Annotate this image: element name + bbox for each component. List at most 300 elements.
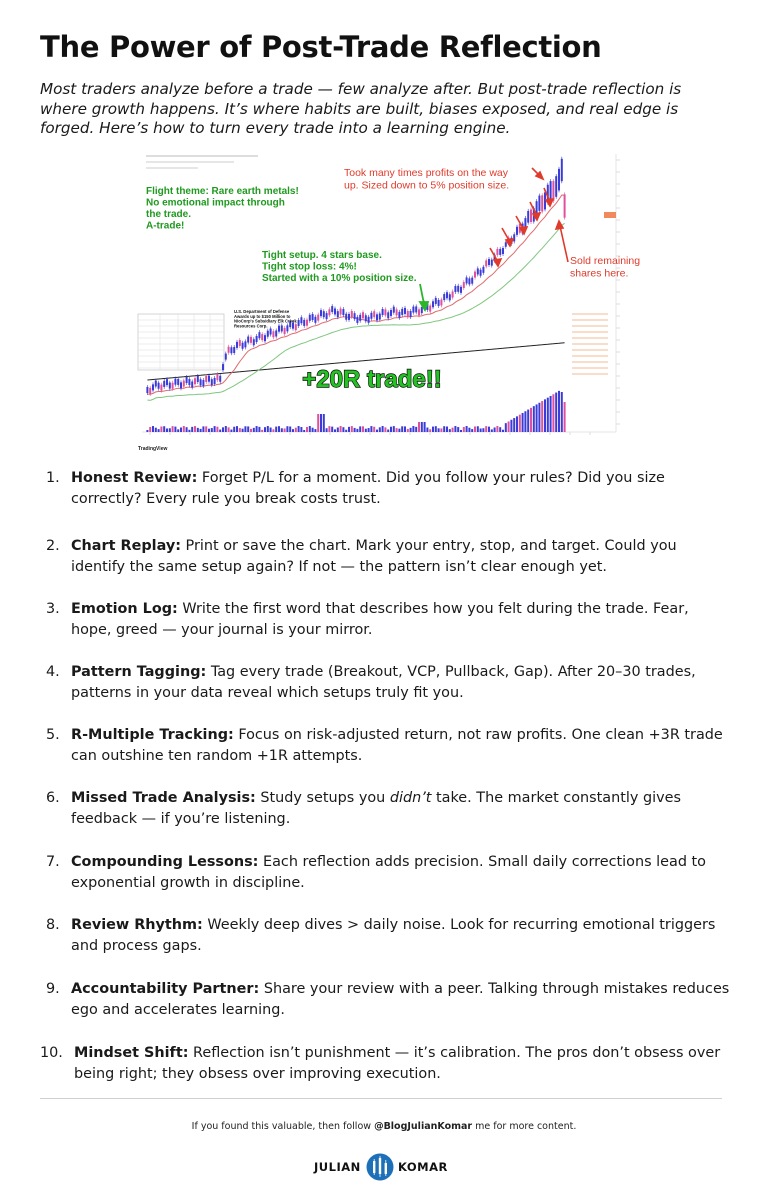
candle-body — [438, 300, 440, 306]
trade-chart-image — [138, 150, 641, 456]
volume-bar — [300, 427, 302, 432]
candle-body — [155, 381, 157, 387]
candle-body — [440, 299, 442, 305]
note-setup: Tight setup. 4 stars base. Tight stop loss: 4%! Started with a 10% position size. — [262, 250, 417, 284]
volume-bar — [183, 426, 185, 432]
volume-bar — [477, 426, 479, 432]
footer-text-after: me for more content. — [472, 1121, 577, 1132]
volume-bar — [561, 392, 563, 432]
candle-body — [351, 311, 353, 317]
footer-text-before: If you found this valuable, then follow — [191, 1121, 375, 1132]
candle-body — [180, 382, 182, 388]
candle-body — [382, 309, 384, 315]
candle-body — [253, 339, 255, 345]
list-item-number: 10. — [40, 1045, 63, 1061]
list-item-number: 9. — [46, 981, 60, 997]
candle-body — [384, 309, 386, 315]
candle-body — [146, 387, 148, 393]
volume-bar — [536, 404, 538, 432]
candle-body — [348, 314, 350, 320]
tradingview-watermark: TradingView — [138, 446, 168, 452]
volume-bar — [502, 430, 504, 432]
candle-body — [538, 196, 540, 211]
candle-body — [452, 292, 454, 298]
candle-body — [188, 379, 190, 385]
candle-body — [502, 248, 504, 254]
volume-bar — [242, 429, 244, 432]
candle-body — [558, 169, 560, 191]
candle-body — [236, 342, 238, 348]
candle-body — [163, 381, 165, 387]
volume-bar — [415, 427, 417, 432]
volume-bar — [202, 426, 204, 432]
candle-body — [200, 379, 202, 385]
volume-bar — [547, 398, 549, 432]
volume-bar — [457, 427, 459, 432]
candle-body — [320, 310, 322, 316]
list-item-label: Emotion Log: — [71, 601, 178, 617]
candle-body — [471, 278, 473, 284]
volume-bar — [499, 427, 501, 432]
candle-body — [222, 364, 224, 370]
volume-bar — [533, 406, 535, 432]
volume-bar — [522, 413, 524, 432]
volume-bar — [284, 428, 286, 432]
page-title: The Power of Post-Trade Reflection — [40, 30, 602, 64]
candle-body — [398, 312, 400, 318]
candle-body — [183, 381, 185, 387]
volume-bar — [166, 428, 168, 432]
candle-body — [379, 314, 381, 320]
volume-bar — [468, 428, 470, 432]
volume-bar — [421, 422, 423, 432]
candle-body — [468, 278, 470, 284]
volume-bar — [298, 426, 300, 432]
candle-body — [334, 308, 336, 314]
volume-bar — [345, 430, 347, 432]
volume-bar — [541, 401, 543, 432]
intro-paragraph: Most traders analyze before a trade — few analyze after. But post-trade reflection is where growth happens. It’s where habits are built, biases exposed, and real edge is forged. Here’s how to turn every trade into a learning engine. — [40, 80, 682, 137]
list-item-label: Pattern Tagging: — [71, 664, 207, 680]
volume-bar — [412, 426, 414, 432]
volume-bar — [160, 426, 162, 432]
list-item-number: 8. — [46, 917, 60, 933]
candle-body — [460, 287, 462, 293]
candle-body — [390, 310, 392, 316]
volume-bar — [334, 429, 336, 432]
volume-bar — [485, 426, 487, 432]
volume-bar — [306, 427, 308, 432]
candle-body — [418, 309, 420, 315]
volume-bar — [230, 430, 232, 432]
volume-bar — [191, 427, 193, 432]
brand-name-right: KOMAR — [398, 1160, 448, 1174]
volume-bar — [432, 427, 434, 432]
candle-body — [421, 307, 423, 313]
volume-bar — [494, 427, 496, 432]
candle-body — [216, 374, 218, 380]
volume-bar — [278, 426, 280, 432]
volume-bar — [295, 428, 297, 432]
brand-logo-icon — [366, 1153, 394, 1181]
volume-bar — [331, 427, 333, 432]
volume-bar — [286, 426, 288, 432]
volume-bar — [180, 428, 182, 432]
volume-bar — [488, 427, 490, 432]
volume-bar — [474, 426, 476, 432]
volume-bar — [524, 411, 526, 432]
volume-bar — [418, 422, 420, 432]
volume-bar — [233, 427, 235, 432]
volume-bar — [513, 418, 515, 432]
volume-bar — [256, 426, 258, 432]
list-item-text: R-Multiple Tracking: Focus on risk-adjusted return, not raw profits. One clean +3R trade can outshine ten random +1R attempts. — [71, 727, 723, 764]
volume-bar — [337, 427, 339, 432]
list-item-text: Chart Replay: Print or save the chart. Mark your entry, stop, and target. Could you identify the same setup again? If not — the pattern isn’t clear enough yet. — [71, 538, 677, 575]
volume-bar — [174, 427, 176, 432]
candle-body — [404, 308, 406, 314]
list-item-text: Accountability Partner: Share your review with a peer. Talking through mistakes reduces ego and accelerates learning. — [71, 981, 730, 1018]
list-item-number: 3. — [46, 601, 60, 617]
note-theme: Flight theme: Rare earth metals! No emotional impact through the trade. A-trade! — [146, 186, 299, 232]
candle-body — [258, 332, 260, 338]
candle-body — [412, 307, 414, 313]
candle-body — [158, 383, 160, 389]
volume-bar — [309, 426, 311, 432]
candle-body — [331, 306, 333, 312]
candle-body — [530, 209, 532, 222]
volume-bar — [387, 430, 389, 432]
volume-bar — [460, 430, 462, 432]
candle-body — [312, 314, 314, 320]
volume-bar — [188, 430, 190, 432]
volume-bar — [236, 426, 238, 432]
list-item-number: 7. — [46, 854, 60, 870]
volume-bar — [342, 427, 344, 432]
candle-body — [407, 311, 409, 317]
list-item-text: Review Rhythm: Weekly deep dives > daily noise. Look for recurring emotional triggers and process gaps. — [71, 917, 716, 954]
candle-body — [365, 315, 367, 321]
candle-body — [485, 260, 487, 266]
candle-body — [401, 309, 403, 315]
candle-body — [362, 312, 364, 318]
volume-bar — [510, 420, 512, 432]
candle-body — [152, 384, 154, 390]
volume-bar — [239, 428, 241, 432]
volume-bar — [359, 426, 361, 432]
candle-body — [191, 382, 193, 388]
candle-body — [561, 159, 563, 181]
candle-body — [323, 311, 325, 317]
volume-bar — [446, 427, 448, 432]
candle-body — [169, 383, 171, 389]
list-item-number: 5. — [46, 727, 60, 743]
volume-bar — [424, 422, 426, 432]
volume-bar — [519, 415, 521, 432]
volume-bar — [410, 428, 412, 432]
volume-bar — [250, 429, 252, 432]
candle-body — [205, 376, 207, 382]
candle-body — [541, 195, 543, 211]
volume-bar — [163, 426, 165, 432]
candle-body — [247, 337, 249, 343]
volume-bar — [253, 428, 255, 432]
candle-body — [317, 315, 319, 321]
volume-bar — [373, 427, 375, 432]
list-item-number: 6. — [46, 790, 60, 806]
volume-bar — [247, 426, 249, 432]
volume-bar — [340, 426, 342, 432]
candle-body — [435, 298, 437, 304]
volume-bar — [443, 426, 445, 432]
volume-bar — [496, 426, 498, 432]
candle-body — [303, 320, 305, 326]
candle-body — [284, 328, 286, 334]
candle-body — [306, 320, 308, 326]
candle-body — [496, 249, 498, 255]
candle-body — [239, 340, 241, 346]
candle-body — [480, 270, 482, 276]
candle-body — [373, 311, 375, 317]
price-chart — [138, 150, 641, 456]
candle-body — [499, 249, 501, 255]
candle-body — [564, 194, 566, 217]
volume-bar — [435, 426, 437, 432]
candle-body — [359, 315, 361, 321]
volume-bar — [270, 428, 272, 432]
candle-body — [505, 242, 507, 246]
volume-bar — [323, 414, 325, 432]
volume-bar — [200, 429, 202, 432]
list-item-label: Accountability Partner: — [71, 981, 260, 997]
volume-bar — [454, 426, 456, 432]
candle-body — [275, 330, 277, 336]
volume-bar — [449, 429, 451, 432]
candle-body — [368, 317, 370, 323]
volume-bar — [177, 429, 179, 432]
candle-body — [354, 313, 356, 319]
list-item-text: Emotion Log: Write the first word that describes how you felt during the trade. Fear, hope, greed — your journal is your mirror. — [71, 601, 689, 638]
note-sold: Sold remaining shares here. — [570, 255, 641, 280]
volume-bar — [396, 428, 398, 432]
volume-bar — [317, 414, 319, 432]
list-item-label: Honest Review: — [71, 470, 198, 486]
volume-bar — [205, 426, 207, 432]
volume-bar — [407, 429, 409, 432]
candle-body — [208, 376, 210, 382]
volume-bar — [228, 427, 230, 432]
volume-bar — [197, 428, 199, 432]
candle-body — [488, 259, 490, 265]
volume-bar — [149, 427, 151, 432]
candle-body — [197, 376, 199, 382]
candle-body — [172, 383, 174, 389]
volume-bar — [404, 426, 406, 432]
candle-body — [281, 325, 283, 331]
candle-body — [482, 267, 484, 273]
candle-body — [314, 317, 316, 323]
volume-bar — [558, 391, 560, 432]
list-item-text: Honest Review: Forget P/L for a moment. Did you follow your rules? Did you size correctly? Every rule you break costs trust. — [71, 470, 665, 507]
candle-body — [410, 311, 412, 317]
footer-cta — [0, 1121, 768, 1132]
volume-bar — [527, 410, 529, 432]
volume-bar — [438, 428, 440, 432]
candle-body — [457, 286, 459, 292]
list-item-number: 1. — [46, 470, 60, 486]
candle-body — [160, 385, 162, 391]
list-item-number: 4. — [46, 664, 60, 680]
volume-bar — [482, 428, 484, 432]
list-item-label: R-Multiple Tracking: — [71, 727, 234, 743]
candle-body — [278, 326, 280, 332]
candle-body — [429, 306, 431, 312]
volume-bar — [564, 402, 566, 432]
volume-bar — [152, 426, 154, 432]
footer-handle[interactable]: @BlogJulianKomar — [374, 1121, 473, 1132]
candle-body — [466, 277, 468, 283]
list-item-label: Missed Trade Analysis: — [71, 790, 256, 806]
volume-bar — [194, 426, 196, 432]
candle-body — [286, 325, 288, 331]
volume-bar — [505, 423, 507, 432]
list-item-label: Chart Replay: — [71, 538, 181, 554]
volume-bar — [384, 427, 386, 432]
volume-bar — [264, 427, 266, 432]
volume-bar — [376, 430, 378, 432]
volume-bar — [365, 429, 367, 432]
volume-bar — [314, 429, 316, 432]
volume-bar — [186, 427, 188, 432]
list-item-text: Pattern Tagging: Tag every trade (Breakout, VCP, Pullback, Gap). After 20–30 trades, patterns in your data reveal which setups truly fit you. — [71, 664, 696, 701]
candle-body — [491, 260, 493, 266]
volume-bar — [398, 429, 400, 432]
candle-body — [550, 181, 552, 200]
volume-bar — [544, 399, 546, 432]
volume-bar — [390, 427, 392, 432]
candle-body — [194, 378, 196, 384]
volume-bar — [275, 427, 277, 432]
candle-body — [228, 347, 230, 353]
volume-bar — [261, 430, 263, 432]
candle-body — [295, 324, 297, 330]
volume-bar — [401, 426, 403, 432]
volume-bar — [292, 429, 294, 432]
candle-body — [474, 272, 476, 278]
candle-body — [513, 234, 515, 241]
candle-body — [527, 211, 529, 223]
volume-bar — [362, 426, 364, 432]
volume-bar — [463, 427, 465, 432]
candle-body — [242, 343, 244, 349]
big-trade-label: +20R trade!! — [302, 366, 442, 393]
volume-bar — [172, 426, 174, 432]
volume-bar — [222, 427, 224, 432]
footer-divider — [40, 1098, 722, 1099]
volume-bar — [426, 428, 428, 432]
volume-bar — [289, 427, 291, 432]
candle-body — [166, 379, 168, 385]
candle-body — [309, 315, 311, 321]
news-label: U.S. Department of Defense Awards up to $150 Million to NioCorp's Subsidiary Elk Creek Resources Corp. — [234, 309, 297, 329]
candle-body — [219, 376, 221, 382]
candle-body — [267, 331, 269, 337]
candle-body — [345, 314, 347, 320]
volume-bar — [393, 426, 395, 432]
candle-body — [174, 379, 176, 385]
candle-body — [233, 347, 235, 353]
volume-bar — [303, 430, 305, 432]
volume-bar — [214, 426, 216, 432]
candle-body — [454, 286, 456, 292]
volume-bar — [354, 428, 356, 432]
candle-body — [552, 181, 554, 201]
volume-bar — [480, 429, 482, 432]
volume-bar — [208, 429, 210, 432]
candle-body — [186, 377, 188, 383]
volume-bar — [225, 426, 227, 432]
volume-bar — [320, 414, 322, 432]
candle-body — [214, 378, 216, 384]
volume-bar — [348, 427, 350, 432]
volume-bar — [440, 428, 442, 432]
candle-body — [356, 317, 358, 323]
volume-bar — [244, 426, 246, 432]
volume-bar — [491, 429, 493, 432]
note-profits: Took many times profits on the way up. Sized down to 5% position size. — [344, 167, 510, 192]
volume-bar — [146, 430, 148, 432]
list-item-emphasis: didn’t — [389, 790, 432, 806]
volume-bar — [552, 394, 554, 432]
volume-bar — [356, 429, 358, 432]
candle-body — [326, 313, 328, 319]
candle-body — [555, 176, 557, 197]
list-item-text: Mindset Shift: Reflection isn’t punishment — it’s calibration. The pros don’t obsess over being right; they obsess over improving execution. — [74, 1045, 721, 1082]
volume-bar — [351, 426, 353, 432]
candle-body — [149, 388, 151, 394]
candle-body — [387, 312, 389, 318]
volume-bar — [466, 426, 468, 432]
volume-bar — [326, 428, 328, 432]
candle-body — [463, 282, 465, 288]
candle-body — [300, 317, 302, 323]
candle-body — [298, 320, 300, 326]
volume-bar — [452, 428, 454, 432]
candle-body — [342, 309, 344, 315]
volume-bar — [312, 428, 314, 432]
candle-body — [230, 347, 232, 353]
candle-body — [446, 292, 448, 298]
candle-body — [264, 335, 266, 341]
volume-bar — [281, 428, 283, 432]
volume-bar — [258, 427, 260, 432]
candle-body — [337, 311, 339, 317]
candle-body — [328, 309, 330, 315]
candle-body — [261, 334, 263, 340]
candle-body — [376, 314, 378, 320]
candle-body — [177, 379, 179, 385]
volume-bar — [508, 421, 510, 432]
volume-bar — [216, 427, 218, 432]
list-item-label: Mindset Shift: — [74, 1045, 189, 1061]
volume-bar — [530, 408, 532, 432]
volume-bar — [516, 416, 518, 432]
volume-bar — [538, 403, 540, 432]
volume-bar — [370, 426, 372, 432]
candle-body — [272, 331, 274, 337]
list-item-text: Compounding Lessons: Each reflection adds precision. Small daily corrections lead to exponential growth in discipline. — [71, 854, 706, 891]
volume-bar — [211, 428, 213, 432]
